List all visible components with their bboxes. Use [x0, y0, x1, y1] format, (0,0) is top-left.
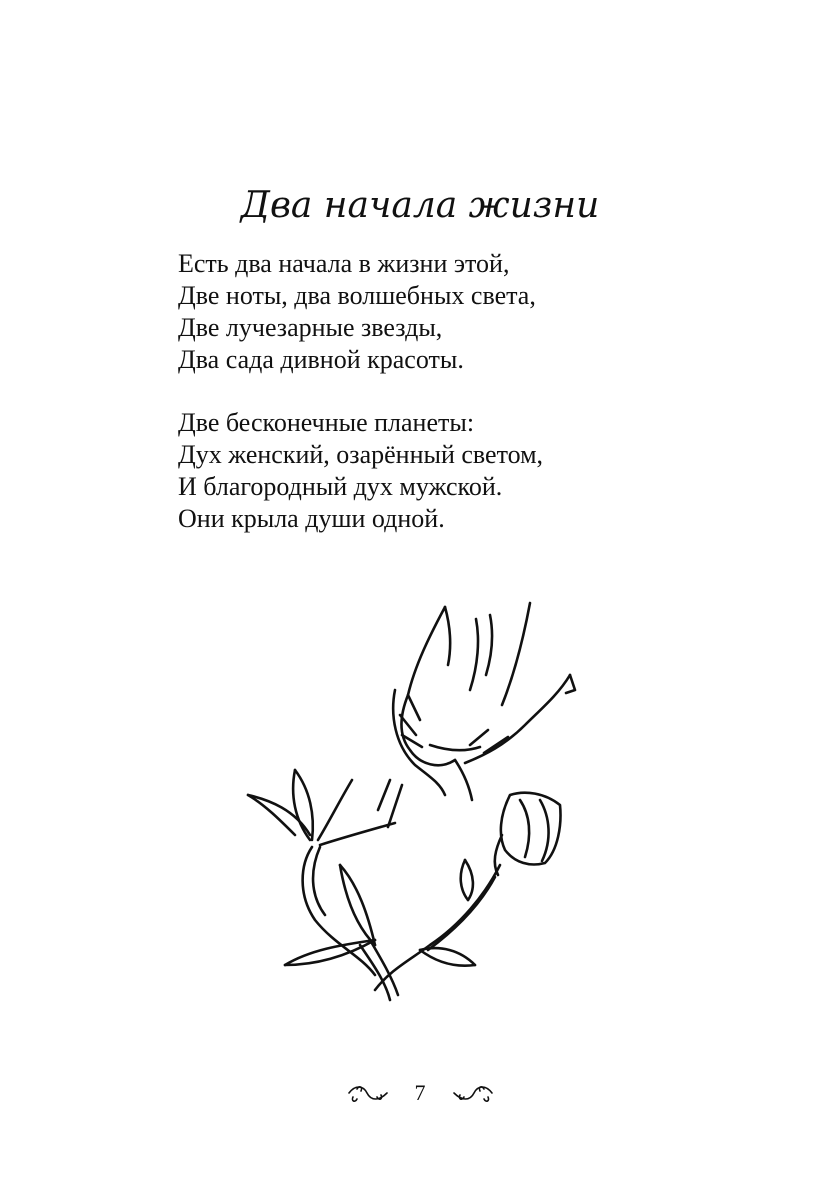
dove-wing-feather — [486, 615, 492, 675]
leaf — [465, 860, 473, 900]
poem-line: И благородный дух мужской. — [178, 472, 503, 501]
poem-line: Две лучезарные звезды, — [178, 313, 443, 342]
dove-wing-feather — [470, 619, 478, 690]
leaf — [340, 865, 375, 945]
motion-line — [388, 785, 402, 827]
dove-feather-line — [470, 730, 488, 745]
rose-stem — [375, 865, 500, 990]
dove-left-wing — [402, 607, 456, 765]
dove-and-flowers-icon — [240, 595, 580, 1010]
rose-bud — [501, 793, 561, 865]
dove-feather-line — [408, 695, 420, 720]
poem-line: Они крыла души одной. — [178, 504, 445, 533]
dove-tail — [430, 745, 480, 750]
rose-petal — [540, 800, 549, 861]
leaf — [461, 860, 468, 900]
stanza-1 — [178, 248, 536, 376]
dove-wing-edge — [465, 675, 570, 763]
poem-line: Есть два начала в жизни этой, — [178, 249, 510, 278]
lily-petal — [248, 795, 295, 835]
poem-line: Два сада дивной красоты. — [178, 345, 464, 374]
poem-line: Дух женский, озарённый светом, — [178, 440, 544, 469]
swirl-ornament-icon — [347, 1081, 389, 1105]
dove-wing-feather — [502, 603, 530, 705]
page-number: 7 — [414, 1080, 426, 1105]
dove-feather-line — [484, 737, 508, 753]
dove-body — [455, 760, 472, 800]
motion-line — [378, 780, 390, 810]
poem-line: Две ноты, два волшебных света, — [178, 281, 536, 310]
page-footer — [0, 1076, 840, 1110]
lily-petal — [320, 823, 395, 845]
poem-title: Два начала жизни — [240, 185, 600, 226]
stanza-2 — [178, 407, 543, 535]
rose-petal — [520, 800, 529, 857]
dove-body — [393, 690, 445, 795]
poem-line: Две бесконечные планеты: — [178, 408, 475, 437]
lily-petal — [318, 780, 352, 840]
crossed-stem — [360, 945, 390, 1000]
swirl-ornament-icon — [452, 1081, 494, 1105]
dove-wing-feather — [445, 607, 450, 665]
leaf — [340, 865, 375, 945]
lily-stem — [313, 847, 325, 915]
